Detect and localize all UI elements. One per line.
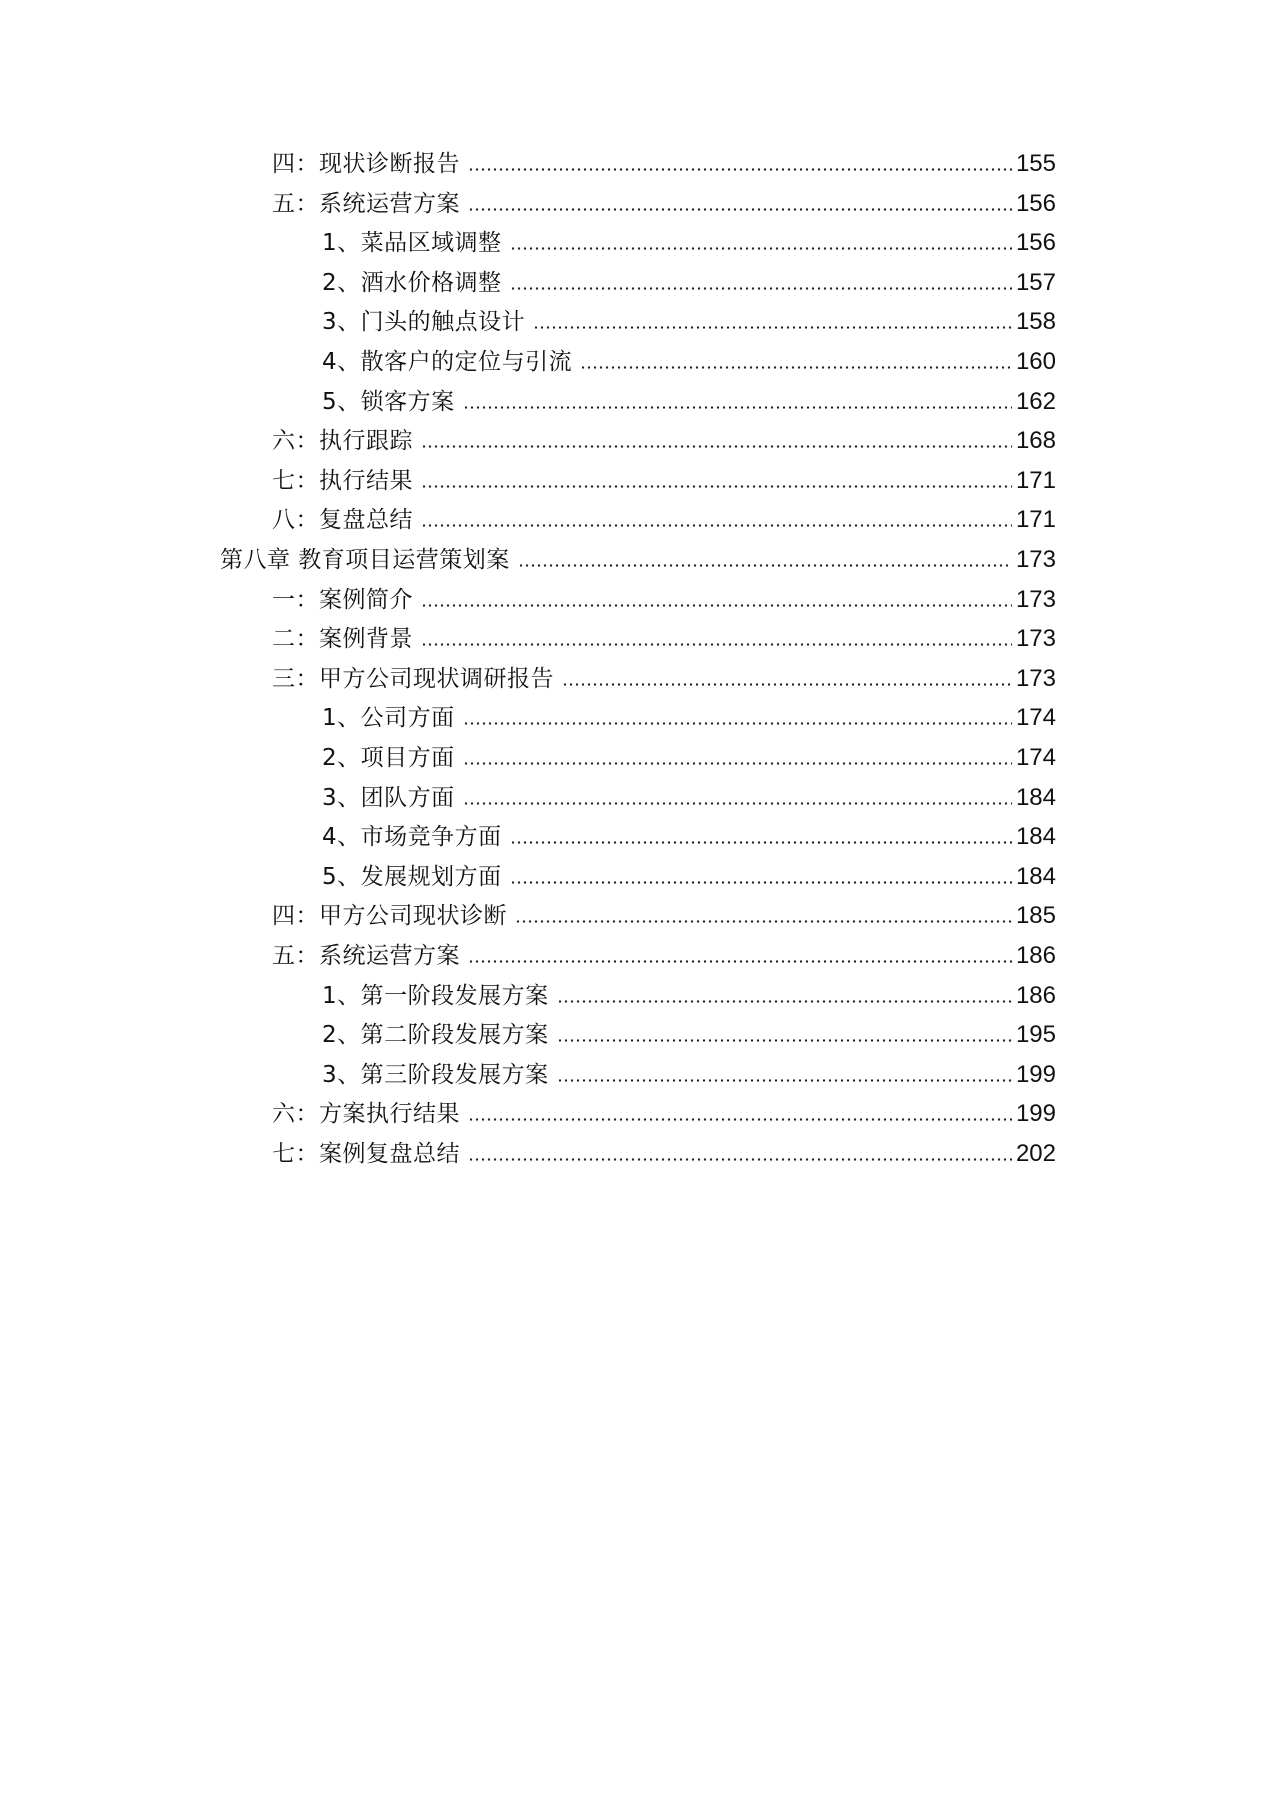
dot-leader [421, 485, 1012, 488]
toc-entry[interactable] [272, 142, 1056, 178]
dot-leader [463, 802, 1012, 805]
toc-entry-title: 五：系统运营方案 [272, 943, 460, 969]
dot-leader [468, 1118, 1012, 1121]
toc-entry-title: 一：案例简介 [272, 586, 413, 613]
toc-entry-page: 171 [1015, 466, 1056, 494]
toc-entry[interactable] [322, 776, 1056, 812]
toc-entry-title: 第八章 教育项目运营策划案 [220, 547, 510, 573]
toc-chapter-entry[interactable] [220, 538, 1056, 574]
toc-entry[interactable] [322, 696, 1056, 732]
toc-entry-page: 199 [1015, 1100, 1056, 1128]
dot-leader [557, 1039, 1012, 1042]
toc-entry-title: 七：执行结果 [272, 467, 413, 494]
toc-entry-page: 162 [1015, 387, 1056, 415]
toc-entry-page: 195 [1015, 1021, 1056, 1049]
toc-entry[interactable] [322, 1013, 1056, 1049]
toc-entry-page: 173 [1015, 625, 1056, 653]
toc-entry[interactable] [272, 894, 1056, 930]
toc-entry-title: 3、第三阶段发展方案 [322, 1061, 549, 1088]
toc-entry-title: 六：执行跟踪 [272, 428, 413, 455]
toc-entry-page: 184 [1015, 823, 1056, 851]
dot-leader [510, 247, 1012, 250]
toc-entry-title: 2、第二阶段发展方案 [322, 1022, 549, 1049]
dot-leader [562, 683, 1012, 686]
toc-entry-title: 2、项目方面 [322, 745, 455, 771]
toc-entry[interactable] [272, 419, 1056, 455]
toc-entry[interactable] [322, 1053, 1056, 1089]
toc-entry-title: 八：复盘总结 [272, 507, 413, 534]
toc-entry-page: 173 [1015, 585, 1056, 613]
toc-entry-title: 四：甲方公司现状诊断 [272, 903, 507, 930]
toc-entry[interactable] [322, 974, 1056, 1010]
toc-entry[interactable] [272, 1132, 1056, 1168]
toc-entry-page: 156 [1015, 229, 1056, 257]
toc-entry[interactable] [272, 934, 1056, 970]
toc-entry-page: 168 [1015, 427, 1056, 455]
dot-leader [463, 722, 1012, 725]
toc-entry-title: 二：案例背景 [272, 626, 413, 653]
toc-entry-title: 六：方案执行结果 [272, 1101, 460, 1128]
dot-leader [468, 960, 1012, 963]
dot-leader [510, 287, 1012, 290]
dot-leader [421, 604, 1012, 607]
toc-entry-page: 174 [1015, 744, 1056, 771]
toc-entry-page: 199 [1015, 1060, 1056, 1088]
dot-leader [468, 168, 1012, 171]
toc-entry-page: 202 [1015, 1140, 1056, 1167]
dot-leader [463, 406, 1012, 409]
toc-entry-title: 1、第一阶段发展方案 [322, 982, 549, 1009]
toc-entry-title: 3、团队方面 [322, 784, 455, 811]
toc-entry[interactable] [272, 657, 1056, 693]
toc-entry-title: 五：系统运营方案 [272, 190, 460, 217]
toc-entry-title: 5、发展规划方面 [322, 863, 502, 890]
dot-leader [463, 762, 1012, 765]
toc-entry-page: 160 [1015, 348, 1056, 375]
toc-entry[interactable] [272, 498, 1056, 534]
toc-entry[interactable] [322, 300, 1056, 336]
toc-entry[interactable] [322, 380, 1056, 416]
toc-entry-title: 1、菜品区域调整 [322, 230, 502, 257]
toc-entry-page: 186 [1015, 942, 1056, 969]
dot-leader [557, 1079, 1012, 1082]
toc-entry-page: 155 [1015, 150, 1056, 177]
dot-leader [580, 366, 1012, 369]
toc-entry[interactable] [272, 182, 1056, 218]
toc-entry-title: 三：甲方公司现状调研报告 [272, 665, 554, 692]
toc-entry-page: 186 [1015, 981, 1056, 1009]
dot-leader [421, 643, 1012, 646]
toc-entry-title: 七：案例复盘总结 [272, 1141, 460, 1167]
toc-entry-page: 184 [1015, 783, 1056, 811]
toc-entry-page: 158 [1015, 308, 1056, 336]
toc-entry-page: 185 [1015, 902, 1056, 930]
dot-leader [510, 841, 1012, 844]
toc-entry-title: 4、散客户的定位与引流 [322, 349, 573, 375]
toc-entry[interactable] [272, 578, 1056, 614]
dot-leader [557, 1000, 1012, 1003]
dot-leader [515, 920, 1012, 923]
toc-entry-title: 1、公司方面 [322, 705, 455, 732]
toc-entry-title: 4、市场竞争方面 [322, 824, 502, 851]
dot-leader [510, 881, 1012, 884]
toc-entry-title: 2、酒水价格调整 [322, 269, 502, 296]
toc-entry[interactable] [322, 340, 1056, 376]
toc-entry[interactable] [322, 855, 1056, 891]
toc-entry-title: 5、锁客方案 [322, 388, 455, 415]
toc-entry-page: 174 [1015, 704, 1056, 732]
toc-entry-page: 171 [1015, 506, 1056, 534]
toc-entry[interactable] [322, 736, 1056, 772]
toc-entry-page: 156 [1015, 189, 1056, 217]
toc-entry[interactable] [322, 221, 1056, 257]
toc-entry[interactable] [272, 617, 1056, 653]
dot-leader [533, 326, 1012, 329]
toc-entry-page: 184 [1015, 862, 1056, 890]
dot-leader [421, 445, 1012, 448]
toc-entry-page: 173 [1015, 664, 1056, 692]
toc-entry-title: 3、门头的触点设计 [322, 309, 526, 336]
toc-entry[interactable] [272, 1092, 1056, 1128]
toc-entry-title: 四：现状诊断报告 [272, 151, 460, 177]
dot-leader [468, 208, 1012, 211]
dot-leader [421, 524, 1012, 527]
toc-entry[interactable] [272, 459, 1056, 495]
toc-entry[interactable] [322, 815, 1056, 851]
dot-leader [518, 564, 1012, 567]
toc-entry-page: 173 [1015, 546, 1056, 573]
dot-leader [468, 1158, 1012, 1161]
toc-entry[interactable] [322, 261, 1056, 297]
toc-entry-page: 157 [1015, 268, 1056, 296]
